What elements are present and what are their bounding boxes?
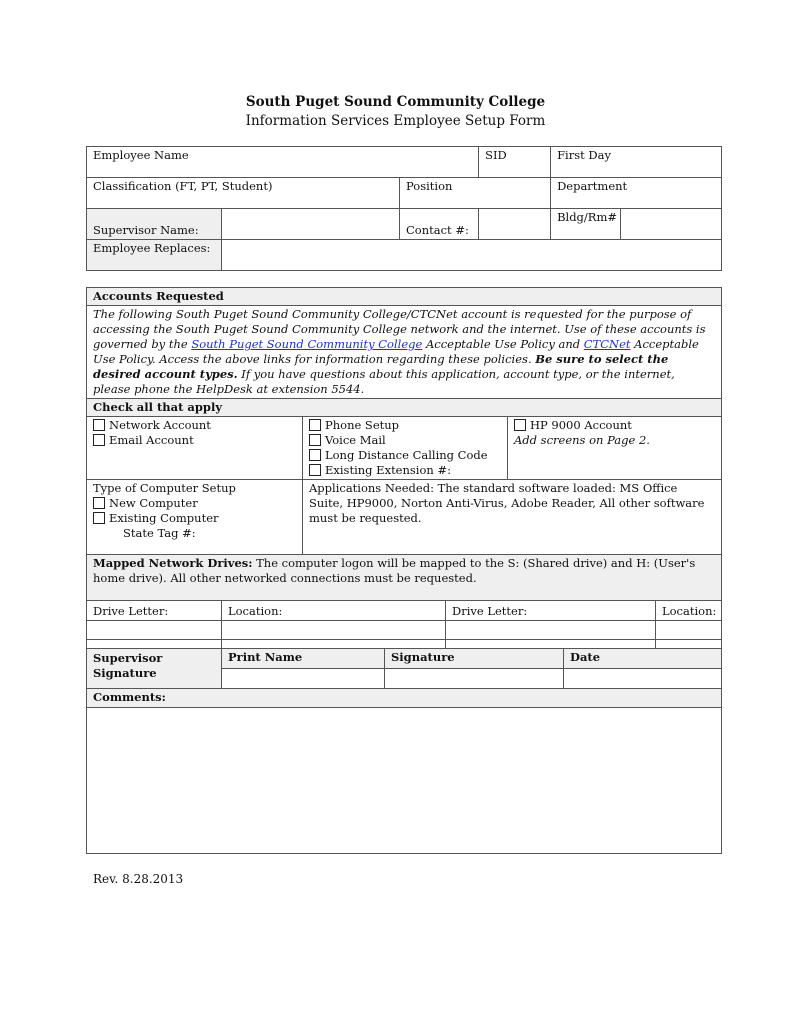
supervisor-name-input[interactable]: [222, 209, 400, 240]
revision-date: Rev. 8.28.2013: [93, 872, 184, 886]
hp9000-account-option[interactable]: HP 9000 Account: [514, 418, 715, 433]
account-col-1: [87, 417, 303, 480]
form-title: Information Services Employee Setup Form: [245, 113, 546, 129]
drive-letter-header-1: Drive Letter:: [87, 601, 222, 621]
comments-input[interactable]: [87, 708, 722, 854]
accounts-table: [86, 287, 722, 658]
department-label: Department: [557, 179, 628, 193]
accounts-intro: The following South Puget Sound Community College/CTCNet account is requested for the purpose of accessing the South Puget Sound Community College network and the internet. Use of these accounts is governed by the South Puget Sound Community College Acceptable Use Policy and CTCNet Acceptable Use Policy. Access the above links for information regarding these policies. Be sure to select the desired account types. If you have questions about this application, account type, or the internet, please phone the HelpDesk at extension 5544.: [87, 306, 722, 399]
checkbox[interactable]: [93, 419, 105, 431]
location-input[interactable]: [656, 621, 722, 640]
date-input[interactable]: [564, 669, 722, 689]
comments-heading: Comments:: [87, 689, 722, 708]
checkbox[interactable]: [309, 449, 321, 461]
position-label: Position: [406, 179, 453, 193]
accounts-heading: Accounts Requested: [87, 288, 722, 306]
bldg-cell: [551, 209, 621, 240]
signature-input[interactable]: [385, 669, 564, 689]
email-account-option[interactable]: Email Account: [93, 433, 296, 448]
bldg-input[interactable]: [621, 209, 722, 240]
employee-name-field[interactable]: [87, 147, 479, 178]
spscc-policy-link[interactable]: South Puget Sound Community College: [191, 337, 423, 351]
contact-input[interactable]: [479, 209, 551, 240]
ctcnet-policy-link[interactable]: CTCNet: [583, 337, 631, 351]
college-name: South Puget Sound Community College: [245, 94, 546, 110]
state-tag-label: State Tag #:: [123, 526, 196, 540]
location-input[interactable]: [222, 621, 446, 640]
signature-table: [86, 648, 722, 854]
contact-cell: [400, 209, 479, 240]
checkbox[interactable]: [309, 419, 321, 431]
sid-field[interactable]: [479, 147, 551, 178]
long-distance-option[interactable]: Long Distance Calling Code: [309, 448, 501, 463]
hp9000-note: Add screens on Page 2.: [514, 433, 650, 447]
applications-needed: Applications Needed: The standard software loaded: MS Office Suite, HP9000, Norton Anti-Virus, Adobe Reader, All other software must be requested.: [303, 480, 722, 555]
print-name-header: Print Name: [222, 649, 385, 669]
employee-name-label: Employee Name: [93, 148, 189, 162]
checkbox[interactable]: [309, 464, 321, 476]
phone-setup-option[interactable]: Phone Setup: [309, 418, 501, 433]
checkbox[interactable]: [93, 512, 105, 524]
sid-label: SID: [485, 148, 507, 162]
network-account-option[interactable]: Network Account: [93, 418, 296, 433]
drive-letter-header-2: Drive Letter:: [446, 601, 656, 621]
print-name-input[interactable]: [222, 669, 385, 689]
checkbox[interactable]: [93, 434, 105, 446]
first-day-field[interactable]: [551, 147, 722, 178]
drive-input[interactable]: [446, 621, 656, 640]
employee-replaces-label: Employee Replaces:: [93, 241, 211, 255]
employee-info-table: [86, 146, 722, 271]
existing-extension-option[interactable]: Existing Extension #:: [309, 463, 501, 478]
employee-replaces-input[interactable]: [222, 240, 722, 271]
mapped-drives-heading: Mapped Network Drives: The computer logon will be mapped to the S: (Shared drive) and H: (User's home drive). All other networked connections must be requested.: [87, 555, 722, 601]
first-day-label: First Day: [557, 148, 611, 162]
location-header-2: Location:: [656, 601, 722, 621]
supervisor-name-label: Supervisor Name:: [93, 223, 199, 237]
position-field[interactable]: [400, 178, 551, 209]
voice-mail-option[interactable]: Voice Mail: [309, 433, 501, 448]
employee-replaces-cell: [87, 240, 222, 271]
date-header: Date: [564, 649, 722, 669]
check-all-heading: Check all that apply: [87, 399, 722, 417]
supervisor-signature-label: Supervisor Signature: [87, 649, 222, 689]
department-field[interactable]: [551, 178, 722, 209]
classification-label: Classification (FT, PT, Student): [93, 179, 273, 193]
existing-computer-option[interactable]: Existing Computer: [93, 511, 296, 526]
checkbox[interactable]: [514, 419, 526, 431]
contact-label: Contact #:: [406, 223, 469, 237]
account-col-3: [508, 417, 722, 480]
new-computer-option[interactable]: New Computer: [93, 496, 296, 511]
supervisor-name-cell: [87, 209, 222, 240]
checkbox[interactable]: [93, 497, 105, 509]
account-col-2: [303, 417, 508, 480]
bldg-label: Bldg/Rm#: [557, 210, 617, 224]
location-header-1: Location:: [222, 601, 446, 621]
signature-header: Signature: [385, 649, 564, 669]
computer-type-label: Type of Computer Setup: [93, 481, 236, 495]
drive-input[interactable]: [87, 621, 222, 640]
computer-setup-cell: [87, 480, 303, 555]
checkbox[interactable]: [309, 434, 321, 446]
classification-field[interactable]: [87, 178, 400, 209]
